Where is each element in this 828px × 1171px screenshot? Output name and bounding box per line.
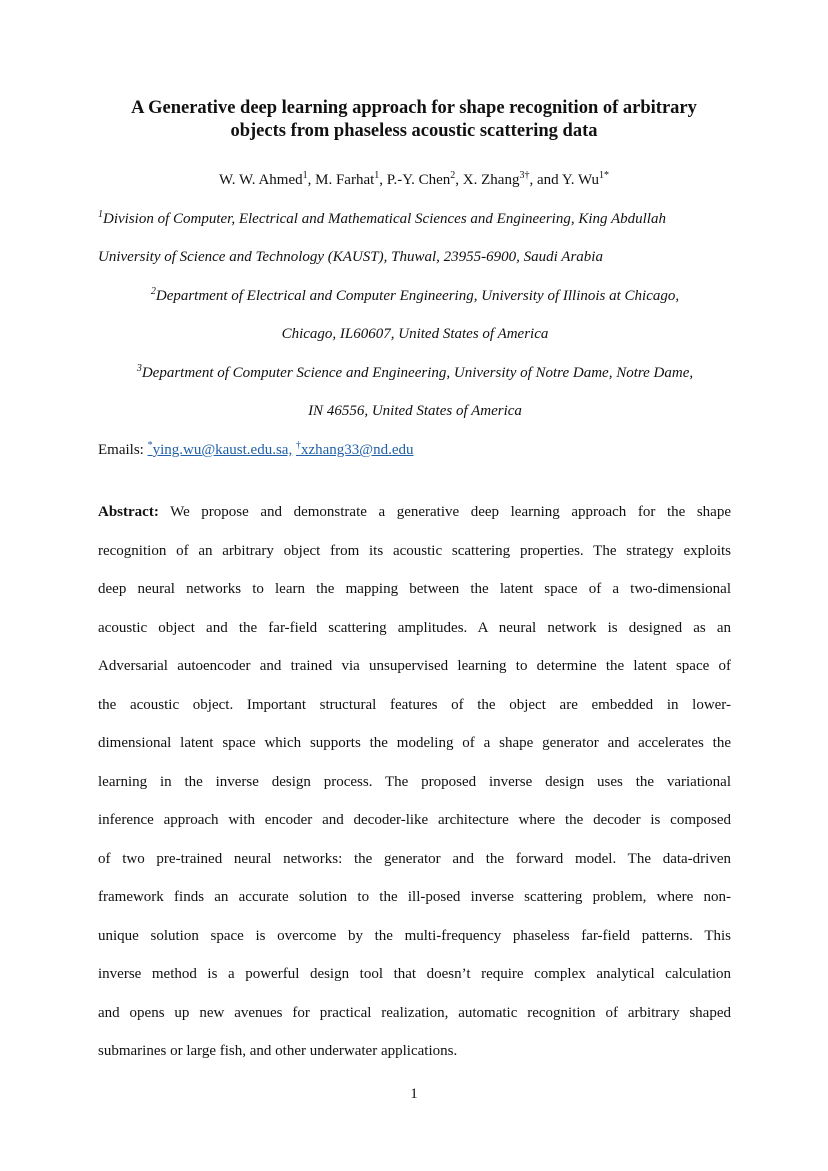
abstract bbox=[98, 493, 731, 1071]
title-line-2: objects from phaseless acoustic scattering data bbox=[230, 121, 598, 141]
author-affiliation-mark: 1 bbox=[374, 170, 380, 181]
abstract-line: unique solution space is overcome by the multi-frequency phaseless far-field patterns. This bbox=[98, 927, 731, 944]
title-line-1: A Generative deep learning approach for shape recognition of arbitrary bbox=[131, 98, 697, 118]
abstract-line: acoustic object and the far-field scattering amplitudes. A neural network is designed as an bbox=[98, 619, 731, 636]
affiliation-1-line-1: $^1$Division of Computer, Electrical and Mathematical Sciences and Engineering, King Abdullah bbox=[98, 209, 666, 227]
abstract-line: of two pre-trained neural networks: the generator and the forward model. The data-driven bbox=[98, 850, 731, 867]
author-affiliation-mark: 1* bbox=[599, 170, 609, 181]
affiliation-mark: 2 bbox=[150, 286, 156, 297]
abstract-line: submarines or large fish, and other underwater applications. bbox=[98, 1043, 458, 1059]
author-affiliation-mark: 1 bbox=[302, 170, 308, 181]
abstract-line: inverse method is a powerful design tool that doesn’t require complex analytical calculation bbox=[98, 966, 731, 982]
abstract-line: Abstract: We propose and demonstrate a generative deep learning approach for the shape bbox=[98, 504, 731, 520]
author-name: P.-Y. Chen bbox=[386, 172, 451, 188]
email-link-1[interactable]: *ying.wu@kaust.edu.sa, bbox=[147, 440, 293, 458]
abstract-label: Abstract: bbox=[98, 504, 159, 520]
affiliation-mark: 1 bbox=[98, 209, 103, 220]
affiliation-mark: 3 bbox=[136, 363, 142, 374]
affiliation-3-line-1: $^3$Department of Computer Science and Engineering, University of Notre Dame, Notre Dame, bbox=[136, 363, 694, 381]
author-name: X. Zhang bbox=[462, 172, 520, 188]
abstract-line: Adversarial autoencoder and trained via unsupervised learning to determine the latent space of bbox=[98, 658, 731, 674]
abstract-line: and opens up new avenues for practical realization, automatic recognition of arbitrary shaped bbox=[98, 1004, 731, 1021]
author-list bbox=[90, 170, 738, 190]
affiliation-1-line-2: University of Science and Technology (KAUST), Thuwal, 23955-6900, Saudi Arabia bbox=[98, 249, 603, 265]
email-link-2[interactable]: †xzhang33@nd.edu bbox=[295, 440, 414, 458]
affiliation-3-line-2: IN 46556, United States of America bbox=[308, 403, 522, 419]
abstract-line: dimensional latent space which supports the modeling of a shape generator and accelerates the bbox=[98, 735, 731, 751]
email-mark: * bbox=[147, 440, 153, 451]
author-affiliation-mark: 3† bbox=[519, 170, 530, 181]
author-separator: , and bbox=[529, 172, 562, 188]
author-affiliation-mark: 2 bbox=[450, 170, 456, 181]
page-number: 1 bbox=[410, 1086, 418, 1102]
abstract-line: the acoustic object. Important structural features of the object are embedded in lower- bbox=[98, 696, 731, 713]
abstract-line: recognition of an arbitrary object from its acoustic scattering properties. The strategy exploits bbox=[98, 542, 731, 559]
author-name: W. W. Ahmed bbox=[219, 172, 303, 188]
author-name: Y. Wu bbox=[561, 172, 599, 188]
affiliation-2-line-1: $^2$Department of Electrical and Computer Engineering, University of Illinois at Chicago, bbox=[150, 286, 680, 304]
author-separator: , bbox=[455, 172, 463, 188]
email-mark: † bbox=[295, 440, 301, 451]
abstract-line: deep neural networks to learn the mapping between the latent space of a two-dimensional bbox=[98, 581, 731, 597]
abstract-line: learning in the inverse design process. The proposed inverse design uses the variational bbox=[98, 773, 731, 790]
emails-label: Emails: bbox=[98, 442, 148, 458]
author-separator: , bbox=[307, 172, 316, 188]
paper-title bbox=[90, 97, 738, 143]
author-name: M. Farhat bbox=[315, 172, 375, 188]
affiliation-2-line-2: Chicago, IL60607, United States of America bbox=[281, 326, 549, 342]
author-separator: , bbox=[379, 172, 387, 188]
abstract-line: inference approach with encoder and decoder-like architecture where the decoder is composed bbox=[98, 812, 731, 828]
emails bbox=[98, 440, 414, 460]
abstract-line: framework finds an accurate solution to the ill-posed inverse scattering problem, where non- bbox=[98, 889, 731, 905]
